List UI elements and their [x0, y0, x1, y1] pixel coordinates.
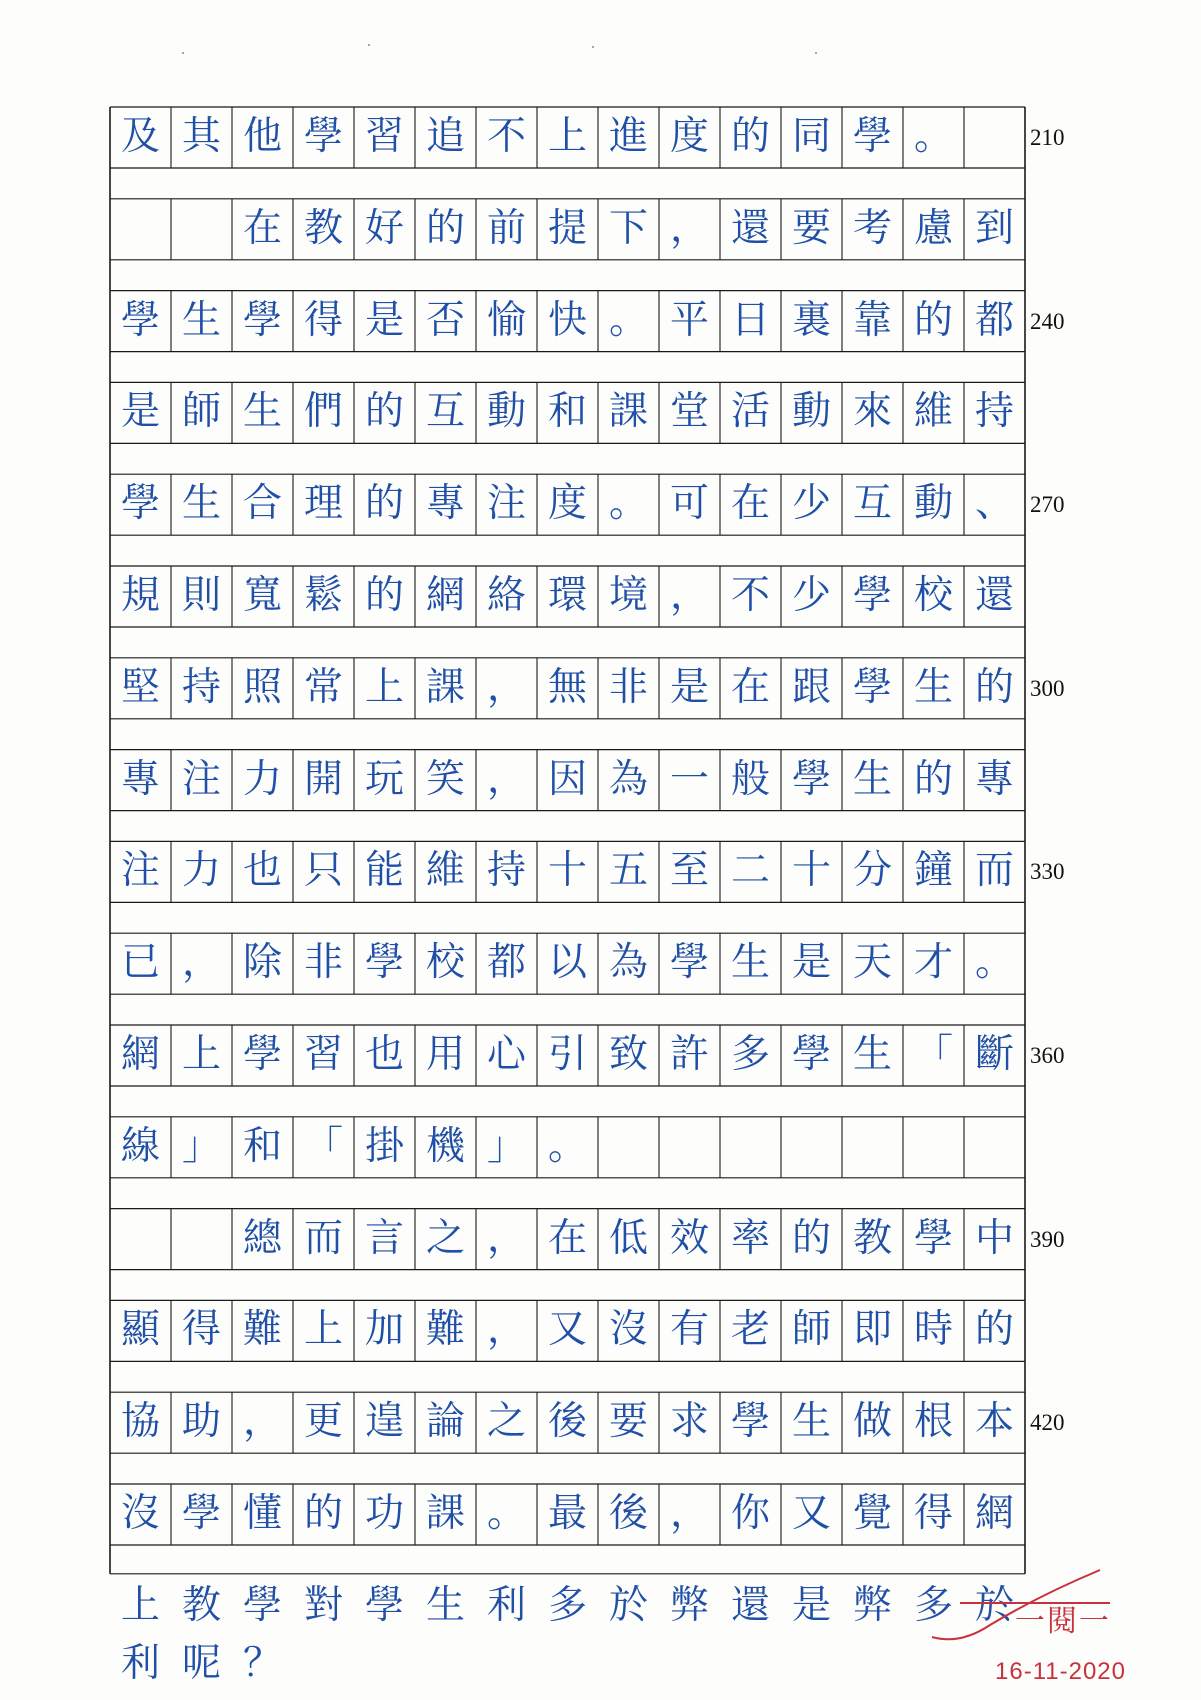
grid-cell-char: 的	[974, 1307, 1014, 1353]
grid-cell-char: 許	[669, 1032, 709, 1077]
grid-cell-char: 。	[974, 940, 1014, 986]
overflow-char: 利	[486, 1582, 526, 1628]
grid-cell-char: 度	[547, 481, 587, 527]
grid-cell-char: 校	[913, 573, 953, 618]
grid-cell-char: 低	[608, 1215, 648, 1261]
grid-cell-char: 老	[730, 1307, 770, 1353]
grid-cell-char: 。	[608, 297, 648, 343]
grid-cell-char: 的	[364, 481, 404, 527]
grid-cell-char: 效	[669, 1215, 709, 1261]
grid-cell-char: ，	[486, 1307, 526, 1353]
grid-cell-char: 引	[547, 1032, 587, 1077]
grid-cell-char: 的	[913, 297, 953, 343]
grid-cell-char: 持	[486, 848, 526, 894]
grid-cell-char: 動	[791, 389, 831, 435]
grid-cell-char: 活	[730, 389, 770, 435]
grid-cell-char: 最	[547, 1491, 587, 1536]
overflow-char: 學	[364, 1582, 404, 1628]
grid-cell-char: 學	[730, 1399, 770, 1445]
grid-cell-char: 即	[852, 1307, 892, 1353]
grid-cell-char: 除	[242, 940, 282, 986]
grid-cell-char: 「	[913, 1032, 953, 1077]
grid-cell-char: 網	[120, 1032, 160, 1077]
grid-cell-char: 上	[364, 664, 404, 710]
grid-cell-char: 及	[120, 114, 160, 159]
grid-cell-char: 後	[608, 1491, 648, 1536]
grid-cell-char: 本	[974, 1399, 1014, 1445]
grid-cell-char: 天	[852, 940, 892, 986]
grid-cell-char: 是	[669, 664, 709, 710]
overflow-char: 呢	[181, 1640, 221, 1686]
grid-cell-char: 師	[791, 1307, 831, 1353]
grid-cell-char: 快	[547, 297, 587, 343]
grid-cell-char: 沒	[120, 1491, 160, 1536]
grid-cell-char: 總	[242, 1215, 282, 1261]
grid-cell-char: 上	[303, 1307, 343, 1353]
review-stamp-date: 16-11-2020	[995, 1658, 1126, 1685]
character-count-label: 330	[1030, 859, 1065, 885]
grid-cell-char: 。	[547, 1123, 587, 1169]
grid-cell-char: 上	[181, 1032, 221, 1077]
grid-cell-char: 在	[242, 205, 282, 251]
grid-cell-char: 因	[547, 756, 587, 802]
grid-cell-char: 鐘	[913, 848, 953, 894]
grid-cell-char: 要	[791, 205, 831, 251]
grid-cell-char: ，	[486, 756, 526, 802]
grid-cell-char: 言	[364, 1215, 404, 1261]
grid-cell-char: 和	[547, 389, 587, 435]
grid-cell-char: 難	[425, 1307, 465, 1353]
grid-cell-char: 只	[303, 848, 343, 894]
grid-cell-char: 玩	[364, 756, 404, 802]
grid-cell-char: 堂	[669, 389, 709, 435]
grid-cell-char: 注	[181, 756, 221, 802]
grid-cell-char: 日	[730, 297, 770, 343]
grid-cell-char: 學	[242, 297, 282, 343]
grid-cell-char: 生	[791, 1399, 831, 1445]
grid-cell-char: 師	[181, 389, 221, 435]
grid-cell-char: 網	[974, 1491, 1014, 1536]
character-count-label: 240	[1030, 308, 1065, 334]
grid-cell-char: 還	[730, 205, 770, 251]
grid-cell-char: 學	[669, 940, 709, 986]
grid-cell-char: 協	[120, 1399, 160, 1445]
grid-cell-char: 考	[852, 205, 892, 251]
grid-cell-char: 在	[730, 664, 770, 710]
grid-cell-char: 專	[120, 756, 160, 802]
grid-cell-char: 至	[669, 848, 709, 894]
grid-cell-char: 笑	[425, 756, 465, 802]
overflow-char: 多	[547, 1582, 587, 1628]
grid-cell-char: 力	[181, 848, 221, 894]
grid-cell-char: 也	[242, 848, 282, 894]
grid-cell-char: 其	[181, 114, 221, 159]
grid-cell-char: 動	[486, 389, 526, 435]
overflow-char: 於	[608, 1582, 648, 1628]
grid-cell-char: 才	[913, 940, 953, 986]
overflow-char: 上	[120, 1582, 160, 1628]
grid-cell-char: 常	[303, 664, 343, 710]
grid-cell-char: 絡	[486, 573, 526, 618]
character-count-label: 210	[1030, 125, 1065, 150]
grid-cell-char: 一	[669, 756, 709, 802]
grid-cell-char: 前	[486, 205, 526, 251]
grid-cell-char: 學	[913, 1215, 953, 1261]
overflow-char: 生	[425, 1582, 465, 1628]
grid-cell-char: 都	[486, 940, 526, 986]
grid-cell-char: 是	[364, 297, 404, 343]
grid-cell-char: 後	[547, 1399, 587, 1445]
grid-cell-char: 理	[303, 481, 343, 527]
grid-cell-char: 分	[852, 848, 892, 894]
overflow-char: ？	[242, 1640, 282, 1686]
character-count-label: 360	[1030, 1043, 1065, 1068]
grid-cell-char: 課	[425, 664, 465, 710]
grid-cell-char: 課	[608, 389, 648, 435]
grid-cell-char: 在	[547, 1215, 587, 1261]
grid-cell-char: 學	[852, 664, 892, 710]
grid-cell-char: 的	[730, 114, 770, 159]
grid-cell-char: 下	[608, 205, 648, 251]
grid-cell-char: 堅	[120, 664, 160, 710]
overflow-char: 於	[974, 1582, 1014, 1628]
grid-cell-char: 」	[181, 1123, 221, 1169]
character-count-label: 390	[1030, 1226, 1065, 1252]
grid-cell-char: 要	[608, 1399, 648, 1445]
overflow-char: 是	[791, 1582, 831, 1628]
grid-cell-char: 持	[974, 389, 1014, 435]
grid-cell-char: 非	[608, 664, 648, 710]
grid-cell-char: 學	[791, 1032, 831, 1077]
grid-cell-char: 他	[242, 114, 282, 159]
grid-cell-char: 遑	[364, 1399, 404, 1445]
grid-cell-char: 都	[974, 297, 1014, 343]
grid-cell-char: 境	[608, 573, 648, 618]
grid-cell-char: 機	[425, 1123, 465, 1169]
grid-cell-char: 時	[913, 1307, 953, 1353]
grid-cell-char: ，	[669, 573, 709, 618]
grid-cell-char: 求	[669, 1399, 709, 1445]
grid-cell-char: 學	[852, 114, 892, 159]
grid-cell-char: 照	[242, 664, 282, 710]
grid-cell-char: 線	[120, 1123, 160, 1169]
grid-cell-char: ，	[242, 1399, 282, 1445]
grid-cell-char: 得	[303, 297, 343, 343]
grid-cell-char: 學	[791, 756, 831, 802]
grid-cell-char: 習	[364, 114, 404, 159]
grid-cell-char: 進	[608, 114, 648, 159]
grid-cell-char: 學	[181, 1491, 221, 1536]
grid-cell-char: 五	[608, 848, 648, 894]
grid-cell-char: 論	[425, 1399, 465, 1445]
grid-cell-char: 注	[486, 481, 526, 527]
grid-cell-char: 動	[913, 481, 953, 527]
grid-cell-char: 多	[730, 1032, 770, 1077]
grid-cell-char: 顯	[120, 1307, 160, 1353]
grid-cell-char: 持	[181, 664, 221, 710]
grid-cell-char: 懂	[242, 1491, 282, 1536]
character-count-label: 270	[1030, 492, 1065, 518]
grid-cell-char: 生	[852, 756, 892, 802]
grid-cell-char: 寬	[242, 573, 282, 618]
overflow-char: 學	[242, 1582, 282, 1628]
grid-cell-char: 同	[791, 114, 831, 159]
overflow-char: 弊	[669, 1582, 709, 1628]
grid-cell-char: 得	[181, 1307, 221, 1353]
grid-cell-char: 生	[913, 664, 953, 710]
grid-cell-char: 來	[852, 389, 892, 435]
grid-cell-char: 生	[181, 481, 221, 527]
grid-cell-char: 環	[547, 573, 587, 618]
grid-cell-char: 鬆	[303, 573, 343, 618]
grid-cell-char: 生	[852, 1032, 892, 1077]
grid-cell-char: 的	[974, 664, 1014, 710]
grid-cell-char: 「	[303, 1123, 343, 1169]
grid-cell-char: 跟	[791, 664, 831, 710]
grid-cell-char: 規	[120, 573, 160, 618]
overflow-char: 利	[120, 1640, 160, 1686]
grid-cell-char: 裏	[791, 297, 831, 343]
grid-cell-char: 的	[425, 205, 465, 251]
grid-cell-char: 追	[425, 114, 465, 159]
grid-cell-char: 更	[303, 1399, 343, 1445]
grid-cell-char: 、	[974, 481, 1014, 527]
grid-cell-char: ，	[486, 664, 526, 710]
grid-cell-char: 維	[913, 389, 953, 435]
grid-cell-char: 們	[303, 389, 343, 435]
grid-cell-char: 在	[730, 481, 770, 527]
grid-cell-char: 而	[974, 848, 1014, 894]
grid-cell-char: 之	[486, 1399, 526, 1445]
grid-cell-char: 生	[730, 940, 770, 986]
grid-cell-char: 已	[120, 940, 160, 986]
grid-cell-char: 和	[242, 1123, 282, 1169]
grid-cell-char: 平	[669, 297, 709, 343]
grid-cell-char: 不	[486, 114, 526, 159]
grid-cell-char: 維	[425, 848, 465, 894]
grid-cell-char: 覺	[852, 1491, 892, 1536]
grid-cell-char: ，	[181, 940, 221, 986]
grid-cell-char: 般	[730, 756, 770, 802]
grid-cell-char: 校	[425, 940, 465, 986]
grid-cell-char: 生	[242, 389, 282, 435]
grid-cell-char: 的	[364, 573, 404, 618]
overflow-char: 多	[913, 1582, 953, 1628]
grid-cell-char: 度	[669, 114, 709, 159]
grid-cell-char: 學	[364, 940, 404, 986]
grid-cell-char: 到	[974, 205, 1014, 251]
grid-cell-char: 課	[425, 1491, 465, 1536]
review-stamp-label: 一閱一	[1015, 1604, 1111, 1639]
grid-cell-char: 做	[852, 1399, 892, 1445]
grid-cell-char: 互	[852, 481, 892, 527]
overflow-char: 教	[181, 1582, 221, 1628]
grid-cell-char: 難	[242, 1307, 282, 1353]
grid-cell-char: 掛	[364, 1123, 404, 1169]
grid-cell-char: 還	[974, 573, 1014, 618]
grid-cell-char: 學	[120, 297, 160, 343]
grid-cell-char: 用	[425, 1032, 465, 1077]
grid-cell-char: 致	[608, 1032, 648, 1077]
grid-cell-char: 的	[913, 756, 953, 802]
grid-cell-char: ，	[486, 1215, 526, 1261]
overflow-char: 對	[303, 1582, 343, 1628]
grid-cell-char: 。	[486, 1491, 526, 1536]
grid-cell-char: 而	[303, 1215, 343, 1261]
character-count-label: 420	[1030, 1410, 1065, 1436]
grid-cell-char: 能	[364, 848, 404, 894]
grid-cell-char: 心	[486, 1032, 526, 1077]
grid-cell-char: 合	[242, 481, 282, 527]
grid-cell-char: 十	[547, 848, 587, 894]
grid-cell-char: 以	[547, 940, 587, 986]
grid-cell-char: 的	[364, 389, 404, 435]
grid-cell-char: 網	[425, 573, 465, 618]
grid-cell-char: 教	[852, 1215, 892, 1261]
grid-cell-char: 十	[791, 848, 831, 894]
grid-cell-char: 靠	[852, 297, 892, 343]
grid-cell-char: 又	[791, 1491, 831, 1536]
grid-cell-char: 習	[303, 1032, 343, 1077]
grid-cell-char: 為	[608, 940, 648, 986]
grid-cell-char: 力	[242, 756, 282, 802]
grid-cell-char: 又	[547, 1307, 587, 1353]
overflow-char: 還	[730, 1582, 770, 1628]
grid-cell-char: 注	[120, 848, 160, 894]
grid-cell-char: 。	[913, 114, 953, 159]
grid-cell-char: 少	[791, 481, 831, 527]
grid-cell-char: 你	[730, 1491, 770, 1536]
grid-cell-char: 提	[547, 205, 587, 251]
grid-cell-char: 則	[181, 573, 221, 618]
grid-cell-char: 否	[425, 297, 465, 343]
grid-cell-char: 有	[669, 1307, 709, 1353]
grid-cell-char: 功	[364, 1491, 404, 1536]
grid-cell-char: 為	[608, 756, 648, 802]
grid-cell-char: 之	[425, 1215, 465, 1261]
grid-cell-char: 開	[303, 756, 343, 802]
grid-cell-char: 也	[364, 1032, 404, 1077]
grid-cell-char: 的	[303, 1491, 343, 1536]
grid-cell-char: 互	[425, 389, 465, 435]
grid-cell-char: 可	[669, 481, 709, 527]
grid-cell-char: 學	[242, 1032, 282, 1077]
grid-cell-char: 非	[303, 940, 343, 986]
grid-cell-char: 。	[608, 481, 648, 527]
grid-cell-char: ，	[669, 205, 709, 251]
grid-cell-char: 專	[974, 756, 1014, 802]
grid-cell-char: ，	[669, 1491, 709, 1536]
grid-cell-char: 無	[547, 664, 587, 710]
grid-cell-char: 慮	[913, 205, 953, 251]
grid-cell-char: 愉	[486, 297, 526, 343]
grid-cell-char: 的	[791, 1215, 831, 1261]
grid-cell-char: 專	[425, 481, 465, 527]
grid-cell-char: 二	[730, 848, 770, 894]
grid-cell-char: 是	[120, 389, 160, 435]
grid-cell-char: 得	[913, 1491, 953, 1536]
grid-cell-char: 中	[974, 1215, 1014, 1261]
grid-cell-char: 學	[852, 573, 892, 618]
grid-cell-char: 根	[913, 1399, 953, 1445]
grid-cell-char: 生	[181, 297, 221, 343]
grid-cell-char: 好	[364, 205, 404, 251]
grid-cell-char: 學	[303, 114, 343, 159]
grid-cell-char: 少	[791, 573, 831, 618]
grid-cell-char: 教	[303, 205, 343, 251]
grid-cell-char: 率	[730, 1215, 770, 1261]
grid-cell-char: 學	[120, 481, 160, 527]
grid-cell-char: 加	[364, 1307, 404, 1353]
grid-cell-char: 助	[181, 1399, 221, 1445]
grid-cell-char: 不	[730, 573, 770, 618]
grid-cell-char: 」	[486, 1123, 526, 1169]
grid-cell-char: 斷	[974, 1032, 1014, 1077]
grid-cell-char: 上	[547, 114, 587, 159]
character-count-label: 300	[1030, 675, 1065, 701]
overflow-char: 弊	[852, 1582, 892, 1628]
grid-cell-char: 是	[791, 940, 831, 986]
grid-cell-char: 沒	[608, 1307, 648, 1353]
